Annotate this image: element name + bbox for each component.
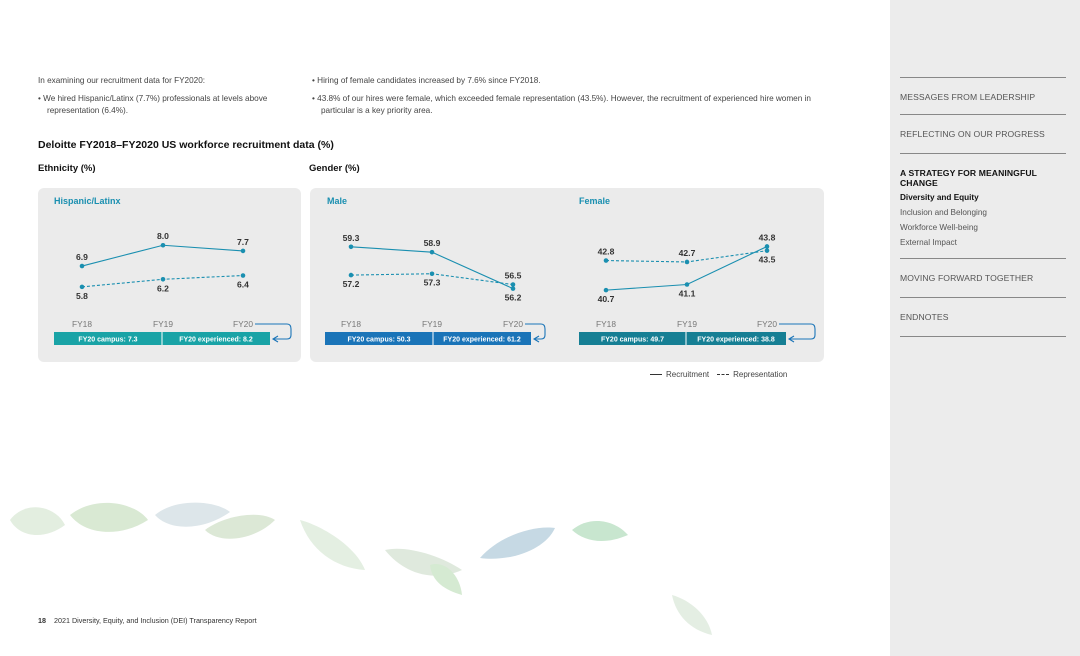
charts-svg — [0, 0, 890, 380]
point-male-recruitment-fy20 — [511, 286, 516, 291]
intro-bullet-female-increase-text: Hiring of female candidates increased by 7.6% since FY2018. — [317, 76, 541, 85]
point-hispanic-latinx-representation-fy18 — [80, 285, 85, 290]
page-number: 18 — [38, 616, 46, 625]
nav-diversity-and-equity[interactable]: Diversity and Equity — [900, 193, 979, 202]
legend-representation — [717, 370, 787, 379]
point-hispanic-latinx-recruitment-fy20 — [241, 249, 246, 254]
sidebar-nav — [890, 0, 1080, 656]
chart-title-hispanic-latinx: Hispanic/Latinx — [54, 196, 121, 206]
fy20-experienced-hispanic-latinx: FY20 experienced: 8.2 — [179, 336, 253, 344]
value-label-hispanic-latinx-recruitment-fy19: 8.0 — [157, 231, 169, 242]
value-label-female-representation-fy20: 43.5 — [758, 254, 776, 265]
nav-endnotes[interactable]: ENDNOTES — [900, 312, 949, 322]
value-label-hispanic-latinx-recruitment-fy18: 6.9 — [76, 252, 88, 263]
point-hispanic-latinx-recruitment-fy18 — [80, 264, 85, 269]
value-label-female-recruitment-fy20: 43.8 — [758, 232, 776, 243]
nav-strategy-meaningful-change[interactable]: A STRATEGY FOR MEANINGFUL CHANGE — [900, 168, 1037, 188]
nav-reflecting-on-progress[interactable]: REFLECTING ON OUR PROGRESS — [900, 129, 1045, 139]
fy20-experienced-male: FY20 experienced: 61.2 — [443, 336, 521, 344]
point-female-recruitment-fy20 — [765, 244, 770, 249]
legend — [650, 370, 787, 379]
chart-title-male: Male — [327, 196, 348, 206]
x-tick-male-fy20: FY20 — [502, 319, 524, 329]
value-label-hispanic-latinx-representation-fy18: 5.8 — [76, 290, 88, 301]
value-label-male-representation-fy20: 56.5 — [504, 270, 522, 281]
value-label-hispanic-latinx-representation-fy20: 6.4 — [237, 279, 249, 290]
nav-section-reflecting[interactable] — [900, 114, 1066, 139]
nav-external-impact[interactable]: External Impact — [900, 238, 957, 247]
value-label-female-representation-fy19: 42.7 — [678, 247, 696, 258]
point-hispanic-latinx-representation-fy20 — [241, 273, 246, 278]
point-female-recruitment-fy19 — [685, 282, 690, 287]
legend-solid-swatch — [650, 374, 662, 375]
ethnicity-label: Ethnicity (%) — [38, 163, 96, 174]
legend-recruitment — [650, 370, 709, 379]
point-male-representation-fy20 — [511, 282, 516, 287]
point-male-representation-fy19 — [430, 271, 435, 276]
intro-bullet-hispanic-text: We hired Hispanic/Latinx (7.7%) professionals at levels above representation (6.4%). — [43, 94, 268, 115]
x-tick-male-fy18: FY18 — [340, 319, 362, 329]
x-tick-hispanic-latinx-fy19: FY19 — [152, 319, 174, 329]
value-label-male-recruitment-fy18: 59.3 — [342, 232, 360, 243]
nav-inclusion-and-belonging[interactable]: Inclusion and Belonging — [900, 208, 987, 217]
point-hispanic-latinx-representation-fy19 — [161, 277, 166, 282]
intro-bullet-hispanic: • We hired Hispanic/Latinx (7.7%) professionals at levels above representation (6.4%). — [38, 94, 268, 115]
point-male-representation-fy18 — [349, 273, 354, 278]
value-label-male-recruitment-fy20: 56.2 — [504, 292, 522, 303]
point-male-recruitment-fy18 — [349, 244, 354, 249]
footer — [38, 616, 257, 625]
x-tick-female-fy18: FY18 — [595, 319, 617, 329]
fy20-campus-male: FY20 campus: 50.3 — [347, 336, 411, 344]
nav-section-messages[interactable] — [900, 77, 1066, 102]
x-tick-male-fy19: FY19 — [421, 319, 443, 329]
fy20-campus-hispanic-latinx: FY20 campus: 7.3 — [78, 336, 138, 344]
section-title: Deloitte FY2018–FY2020 US workforce recruitment data (%) — [38, 139, 334, 151]
point-female-representation-fy19 — [685, 260, 690, 265]
intro-bullet-female-increase: • Hiring of female candidates increased by 7.6% since FY2018. — [312, 76, 541, 85]
nav-workforce-well-being[interactable]: Workforce Well-being — [900, 223, 978, 232]
intro-bullet-female-hires-text: 43.8% of our hires were female, which exceeded female representation (43.5%). However, the recruitment of experienced hire women in particular is a key priority area. — [317, 94, 811, 115]
value-label-male-representation-fy18: 57.2 — [342, 279, 360, 290]
point-female-representation-fy20 — [765, 248, 770, 253]
point-female-recruitment-fy18 — [604, 288, 609, 293]
fy20-experienced-female: FY20 experienced: 38.8 — [697, 336, 775, 344]
chart-title-female: Female — [579, 196, 611, 206]
value-label-female-recruitment-fy19: 41.1 — [678, 288, 696, 299]
fy20-campus-female: FY20 campus: 49.7 — [600, 336, 665, 344]
point-male-recruitment-fy19 — [430, 250, 435, 255]
legend-representation-label: Representation — [733, 370, 788, 379]
nav-section-strategy[interactable] — [900, 153, 1066, 247]
intro-bullet-female-hires: • 43.8% of our hires were female, which exceeded female representation (43.5%). However, the recruitment of experienced hire women in particular is a key priority area. — [312, 94, 811, 115]
nav-messages-from-leadership[interactable]: MESSAGES FROM LEADERSHIP — [900, 92, 1036, 102]
nav-bottom-divider — [900, 336, 1066, 337]
intro-lead: In examining our recruitment data for FY2020: — [38, 76, 206, 85]
x-tick-hispanic-latinx-fy18: FY18 — [71, 319, 93, 329]
x-tick-hispanic-latinx-fy20: FY20 — [232, 319, 254, 329]
nav-section-endnotes[interactable] — [900, 297, 1066, 322]
x-tick-female-fy19: FY19 — [676, 319, 698, 329]
legend-dashed-swatch — [717, 374, 729, 375]
value-label-female-recruitment-fy18: 40.7 — [597, 294, 615, 305]
nav-section-moving-forward[interactable] — [900, 258, 1066, 283]
point-hispanic-latinx-recruitment-fy19 — [161, 243, 166, 248]
value-label-hispanic-latinx-recruitment-fy20: 7.7 — [237, 236, 249, 247]
point-female-representation-fy18 — [604, 258, 609, 263]
gender-label: Gender (%) — [309, 163, 360, 174]
report-title: 2021 Diversity, Equity, and Inclusion (DEI) Transparency Report — [54, 616, 257, 625]
value-label-male-recruitment-fy19: 58.9 — [423, 238, 441, 249]
value-label-female-representation-fy18: 42.8 — [597, 246, 615, 257]
series-line-hispanic-latinx-recruitment — [82, 245, 243, 266]
legend-recruitment-label: Recruitment — [666, 370, 710, 379]
x-tick-female-fy20: FY20 — [756, 319, 778, 329]
nav-moving-forward-together[interactable]: MOVING FORWARD TOGETHER — [900, 273, 1034, 283]
value-label-male-representation-fy19: 57.3 — [423, 277, 441, 288]
decorative-leaves — [0, 490, 890, 656]
value-label-hispanic-latinx-representation-fy19: 6.2 — [157, 283, 169, 294]
